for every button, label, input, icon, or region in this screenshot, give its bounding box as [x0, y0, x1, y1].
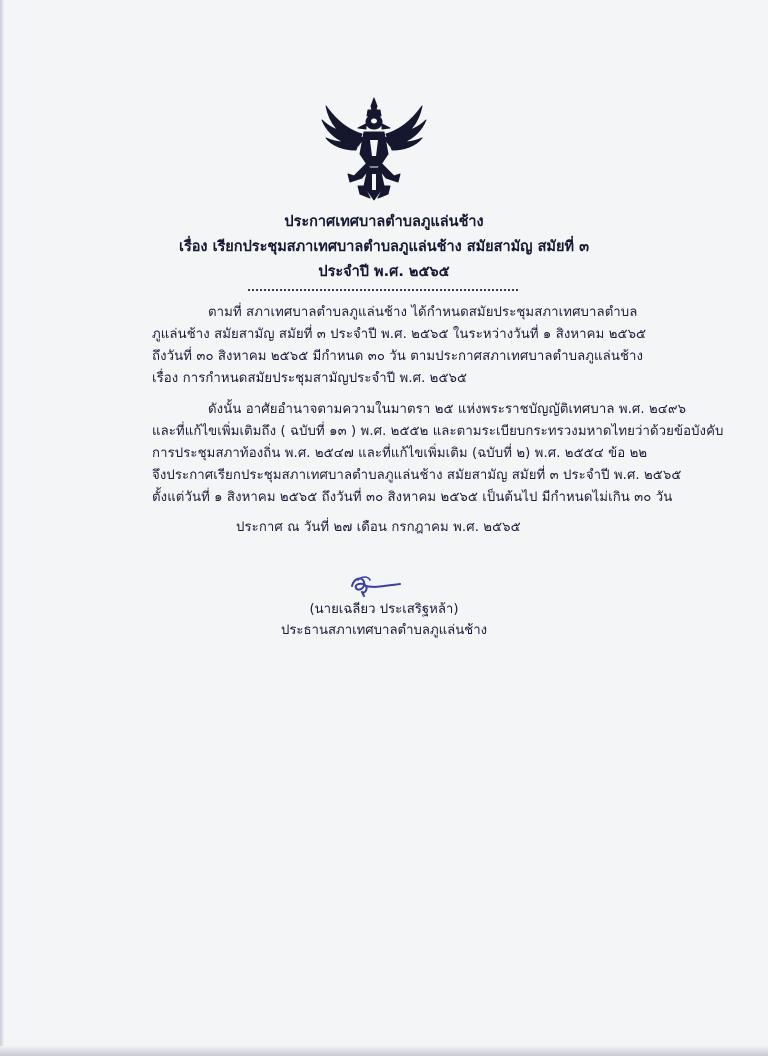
paragraph2-line: การประชุมสภาท้องถิ่น พ.ศ. ๒๕๔๗ และที่แก้ไขเพิ่มเติม (ฉบับที่ ๒) พ.ศ. ๒๕๕๔ ข้อ ๒๒	[152, 446, 648, 461]
announcement-date: ประกาศ ณ วันที่ ๒๗ เดือน กรกฎาคม พ.ศ. ๒๕๖๕	[236, 520, 521, 535]
paragraph1-line: ภูแล่นช้าง สมัยสามัญ สมัยที่ ๓ ประจำปี พ.ศ. ๒๕๖๕ ในระหว่างวันที่ ๑ สิงหาคม ๒๕๖๕	[152, 327, 647, 342]
garuda-emblem-icon	[318, 94, 430, 204]
document-title: ประกาศเทศบาลตำบลภูแล่นช้าง	[284, 214, 484, 230]
page-edge-bottom	[0, 1046, 768, 1056]
paragraph2-line: ดังนั้น อาศัยอำนาจตามความในมาตรา ๒๕ แห่งพระราชบัญญัติเทศบาล พ.ศ. ๒๔๙๖	[208, 402, 687, 417]
paragraph1-line: ถึงวันที่ ๓๐ สิงหาคม ๒๕๖๕ มีกำหนด ๓๐ วัน ตามประกาศสภาเทศบาลตำบลภูแล่นช้าง	[152, 349, 644, 364]
handwritten-signature	[344, 572, 406, 598]
paragraph2-line: ตั้งแต่วันที่ ๑ สิงหาคม ๒๕๖๕ ถึงวันที่ ๓๐ สิงหาคม ๒๕๖๕ เป็นต้นไป มีกำหนดไม่เกิน ๓๐ วัน	[152, 490, 673, 505]
paragraph1-line: ตามที่ สภาเทศบาลตำบลภูแล่นช้าง ได้กำหนดสมัยประชุมสภาเทศบาลตำบล	[208, 305, 638, 320]
signatory-name: (นายเฉลียว ประเสริฐหล้า)	[309, 602, 459, 617]
document-year: ประจำปี พ.ศ. ๒๕๖๕	[318, 264, 450, 280]
page-edge-left	[0, 0, 4, 1056]
paragraph1-line: เรื่อง การกำหนดสมัยประชุมสามัญประจำปี พ.ศ. ๒๕๖๕	[152, 371, 468, 386]
document-subject: เรื่อง เรียกประชุมสภาเทศบาลตำบลภูแล่นช้าง สมัยสามัญ สมัยที่ ๓	[178, 239, 590, 255]
paragraph2-line: จึงประกาศเรียกประชุมสภาเทศบาลตำบลภูแล่นช้าง สมัยสามัญ สมัยที่ ๓ ประจำปี พ.ศ. ๒๕๖๕	[152, 468, 682, 483]
paragraph2-line: และที่แก้ไขเพิ่มเติมถึง ( ฉบับที่ ๑๓ ) พ.ศ. ๒๕๕๒ และตามระเบียบกระทรวงมหาดไทยว่าด้วยข้อบังคับ	[152, 424, 724, 439]
dotted-divider	[248, 289, 518, 291]
signatory-position: ประธานสภาเทศบาลตำบลภูแล่นช้าง	[280, 623, 488, 638]
